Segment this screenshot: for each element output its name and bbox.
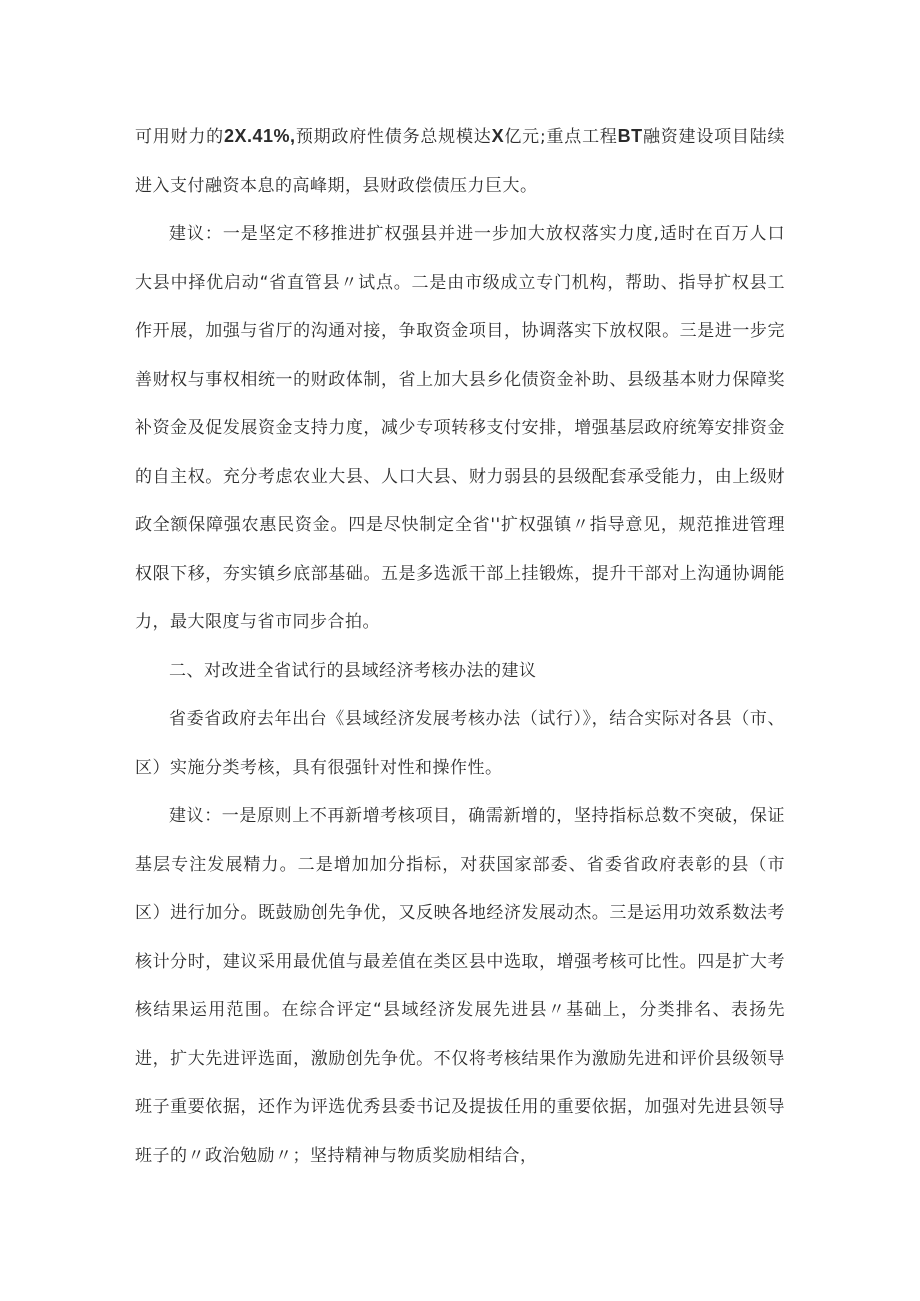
paragraph-text: 亿元;重点工程	[504, 127, 618, 147]
paragraph-suggestions-assessment	[135, 792, 785, 1180]
document-body	[135, 112, 785, 1180]
heading-text: 二、对改进全省试行的县域经济考核办法的建议	[169, 660, 537, 681]
paragraph-text: 建议：一是坚定不移推进扩权强县并进一步加大放权落实力度,适时在百万人口大县中择优启动“省直管县〃试点。二是由市级成立专门机构，帮助、指导扩权县工作开展，加强与省厅的沟通对接，争取资金项目，协调落实下放权限。三是进一步完善财权与事权相统一的财政体制，省上加大县乡化债资金补助、县级基本财力保障奖补资金及促发展资金支持力度，减少专项转移支付安排，增强基层政府统筹安排资金的自主权。充分考虑农业大县、人口大县、财力弱县的县级配套承受能力，由上级财政全额保障强农惠民资金。四是尽快制定全省''扩权强镇〃指导意见，规范推进管理权限下移，夯实镇乡底部基础。五是多选派干部上挂锻炼，提升干部对上沟通协调能力，最大限度与省市同步合拍。	[135, 224, 785, 632]
paragraph-text: 可用财力的	[135, 127, 224, 147]
paragraph-assessment-background	[135, 695, 785, 792]
paragraph-debt-pressure	[135, 112, 785, 210]
bold-figure: X	[491, 126, 505, 146]
bold-figure: 2X.41%,	[223, 126, 296, 146]
section-heading-assessment	[135, 647, 785, 696]
paragraph-text: 省委省政府去年出台《县域经济发展考核办法（试行）》，结合实际对各县（市、区）实施分类考核，具有很强针对性和操作性。	[135, 709, 785, 778]
paragraph-text: 融资建设项目陆续进入支付融资本息的高峰期，县财政偿债压力巨大。	[135, 127, 786, 196]
paragraph-text: 预期政府性债务总规模达	[295, 127, 492, 147]
paragraph-suggestions-empowerment	[135, 210, 785, 647]
paragraph-text: 建议：一是原则上不再新增考核项目，确需新增的，坚持指标总数不突破，保证基层专注发展精力。二是增加加分指标，对获国家部委、省委省政府表彰的县（市区）进行加分。既鼓励创先争优，又反映各地经济发展动杰。三是运用功效系数法考核计分时，建议采用最优值与最差值在类区县中选取，增强考核可比性。四是扩大考核结果运用范围。在综合评定“县域经济发展先进县〃基础上，分类排名、表扬先进，扩大先进评选面，激励创先争优。不仅将考核结果作为激励先进和评价县级领导班子重要依据，还作为评选优秀县委书记及提拔任用的重要依据，加强对先进县领导班子的〃政治勉励〃；坚持精神与物质奖励相结合，	[135, 806, 785, 1166]
bold-figure: BT	[617, 126, 643, 146]
